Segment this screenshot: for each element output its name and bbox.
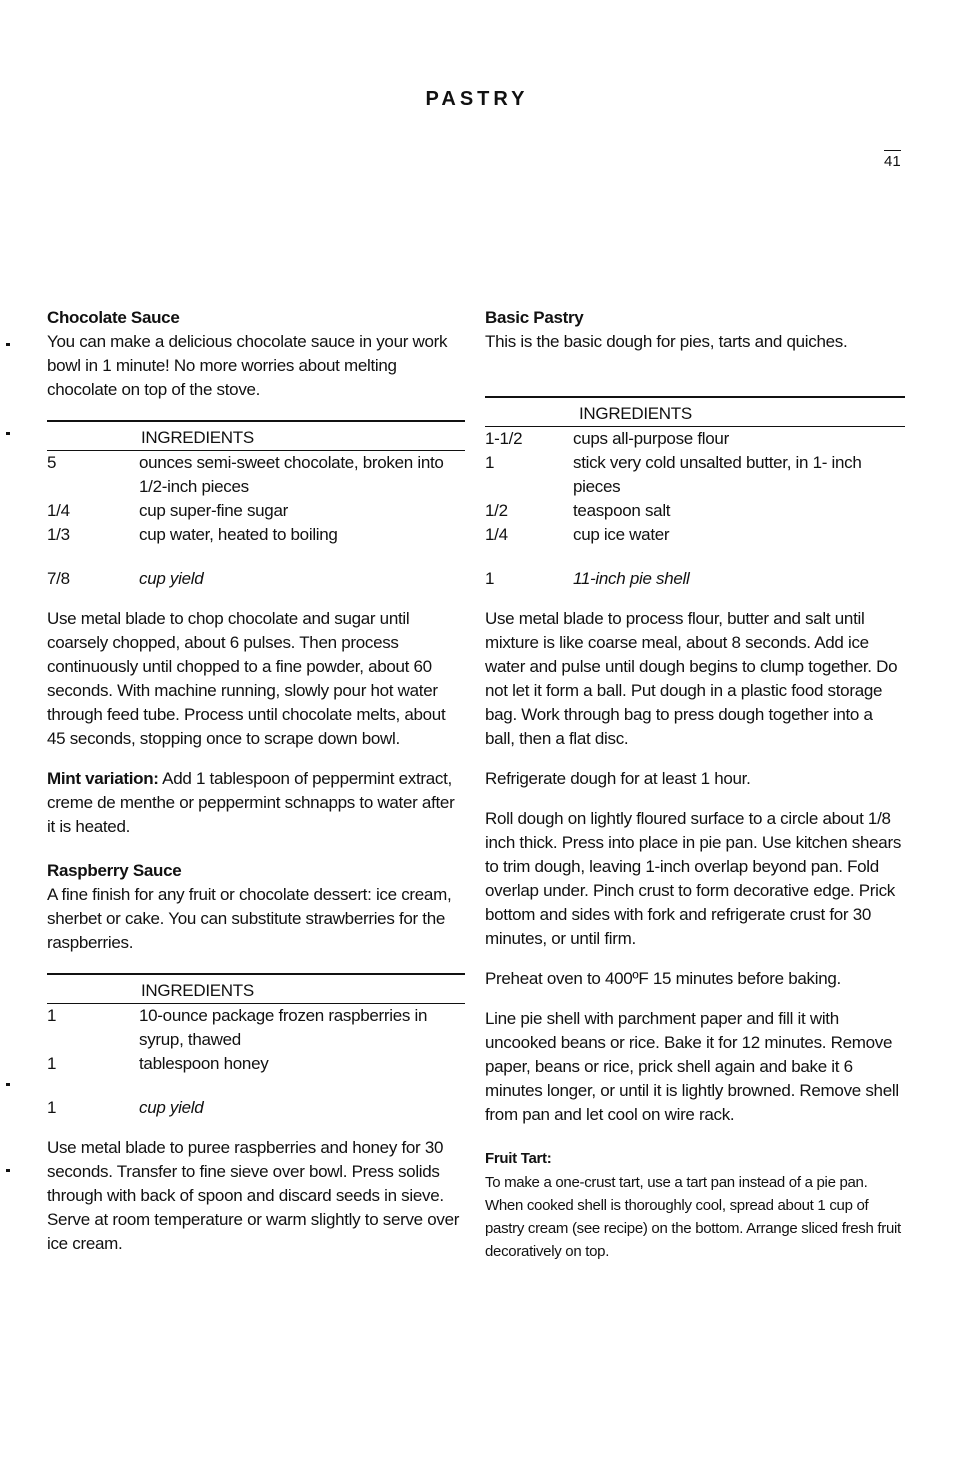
ingredient-desc: teaspoon salt [573, 501, 671, 520]
recipe-title: Chocolate Sauce [47, 308, 180, 327]
ingredient-desc: ounces semi-sweet chocolate, broken into 1/2-inch pieces [139, 453, 444, 496]
ingredient-qty: 1-1/2 [485, 429, 523, 448]
ingredient-row [47, 523, 465, 547]
ingredients-header: INGREDIENTS [47, 426, 465, 451]
ingredient-desc: cup ice water [573, 525, 670, 544]
ingredient-qty: 1/4 [485, 525, 508, 544]
ingredient-row [485, 427, 905, 451]
recipe-intro: This is the basic dough for pies, tarts and quiches. [485, 332, 848, 351]
recipe-method: Use metal blade to puree raspberries and honey for 30 seconds. Transfer to fine sieve over bowl. Press solids through with back of spoon and discard seeds in sieve. Serve at room temperature or warm slightly to serve over ice cream. [47, 1138, 460, 1253]
mint-variation [47, 767, 465, 839]
ingredient-desc: cup super-fine sugar [139, 501, 288, 520]
page-number: 41 [884, 150, 901, 170]
yield-desc: cup yield [139, 569, 204, 588]
recipe-title: Raspberry Sauce [47, 861, 182, 880]
ingredient-desc: cup water, heated to boiling [139, 525, 338, 544]
ingredients-table [485, 396, 905, 591]
recipe-intro: A fine finish for any fruit or chocolate dessert: ice cream, sherbet or cake. You can substitute strawberries for the raspberries. [47, 885, 452, 952]
recipe-step: Preheat oven to 400ºF 15 minutes before baking. [485, 969, 841, 988]
left-column [47, 306, 465, 1256]
fruit-tart-text: To make a one-crust tart, use a tart pan instead of a pie pan. When cooked shell is thoroughly cool, spread about 1 cup of pastry cream (see recipe) on the bottom. Arrange sliced fresh fruit decoratively on top. [485, 1174, 901, 1260]
ingredient-qty: 1/4 [47, 501, 70, 520]
ingredient-desc: tablespoon honey [139, 1054, 269, 1073]
variation-text: Add 1 tablespoon of peppermint extract, creme de menthe or peppermint schnapps to water after it is heated. [47, 769, 455, 836]
ingredient-row [47, 451, 465, 499]
ingredient-row [485, 523, 905, 547]
variation-label: Mint variation: [47, 769, 159, 788]
recipe-yield [485, 567, 905, 591]
ingredients-table [47, 973, 465, 1120]
yield-qty: 7/8 [47, 569, 70, 588]
recipe-step: Roll dough on lightly floured surface to a circle about 1/8 inch thick. Press into place in pie pan. Use kitchen shears to trim dough, leaving 1-inch overlap beyond pan. Fold overlap under. Pinch crust to form decorative edge. Prick bottom and sides with fork and refrigerate crust for 30 minutes, or until firm. [485, 809, 902, 948]
ingredient-row [47, 1004, 465, 1052]
ingredient-qty: 1 [47, 1054, 57, 1073]
chocolate-sauce-recipe [47, 306, 465, 839]
ingredient-desc: stick very cold unsalted butter, in 1- inch pieces [573, 453, 862, 496]
recipe-title: Basic Pastry [485, 308, 584, 327]
fruit-tart-title: Fruit Tart: [485, 1150, 552, 1167]
ingredient-row [47, 1052, 465, 1076]
ingredient-qty: 1 [485, 453, 495, 472]
margin-mark [6, 432, 10, 435]
yield-qty: 1 [47, 1098, 57, 1117]
ingredient-qty: 1/2 [485, 501, 508, 520]
ingredients-header: INGREDIENTS [47, 979, 465, 1004]
yield-desc: 11-inch pie shell [573, 569, 690, 588]
margin-mark [6, 343, 10, 346]
ingredient-row [485, 499, 905, 523]
ingredient-desc: 10-ounce package frozen raspberries in syrup, thawed [139, 1006, 428, 1049]
recipe-step: Refrigerate dough for at least 1 hour. [485, 769, 751, 788]
margin-mark [6, 1169, 10, 1172]
raspberry-sauce-recipe [47, 859, 465, 1256]
ingredient-row [47, 499, 465, 523]
recipe-yield [47, 567, 465, 591]
yield-desc: cup yield [139, 1098, 204, 1117]
recipe-yield [47, 1096, 465, 1120]
ingredient-qty: 5 [47, 453, 57, 472]
ingredient-qty: 1/3 [47, 525, 70, 544]
ingredients-table [47, 420, 465, 591]
recipe-step: Use metal blade to process flour, butter and salt until mixture is like coarse meal, about 8 seconds. Add ice water and pulse until dough begins to clump together. Do not let it form a ball. Put dough in a plastic food storage bag. Work through bag to press dough together into a ball, then a flat disc. [485, 609, 898, 748]
ingredients-header: INGREDIENTS [485, 402, 905, 427]
margin-mark [6, 1083, 10, 1086]
yield-qty: 1 [485, 569, 495, 588]
ingredient-qty: 1 [47, 1006, 57, 1025]
recipe-step: Line pie shell with parchment paper and fill it with uncooked beans or rice. Bake it for 12 minutes. Remove paper, beans or rice, prick shell again and bake it 6 minutes longer, or until it is lightly browned. Remove shell from pan and let cool on wire rack. [485, 1009, 899, 1124]
recipe-method: Use metal blade to chop chocolate and sugar until coarsely chopped, about 6 pulses. Then process continuously until chopped to a fine powder, about 60 seconds. With machine running, slowly pour hot water through feed tube. Process until chocolate melts, about 45 seconds, stopping once to scrape down bowl. [47, 609, 446, 748]
page-title: PASTRY [425, 88, 529, 110]
recipe-intro: You can make a delicious chocolate sauce in your work bowl in 1 minute! No more worries about melting chocolate on top of the stove. [47, 332, 448, 399]
basic-pastry-recipe [485, 306, 905, 1263]
ingredient-desc: cups all-purpose flour [573, 429, 729, 448]
ingredient-row [485, 451, 905, 499]
right-column [485, 306, 905, 1263]
